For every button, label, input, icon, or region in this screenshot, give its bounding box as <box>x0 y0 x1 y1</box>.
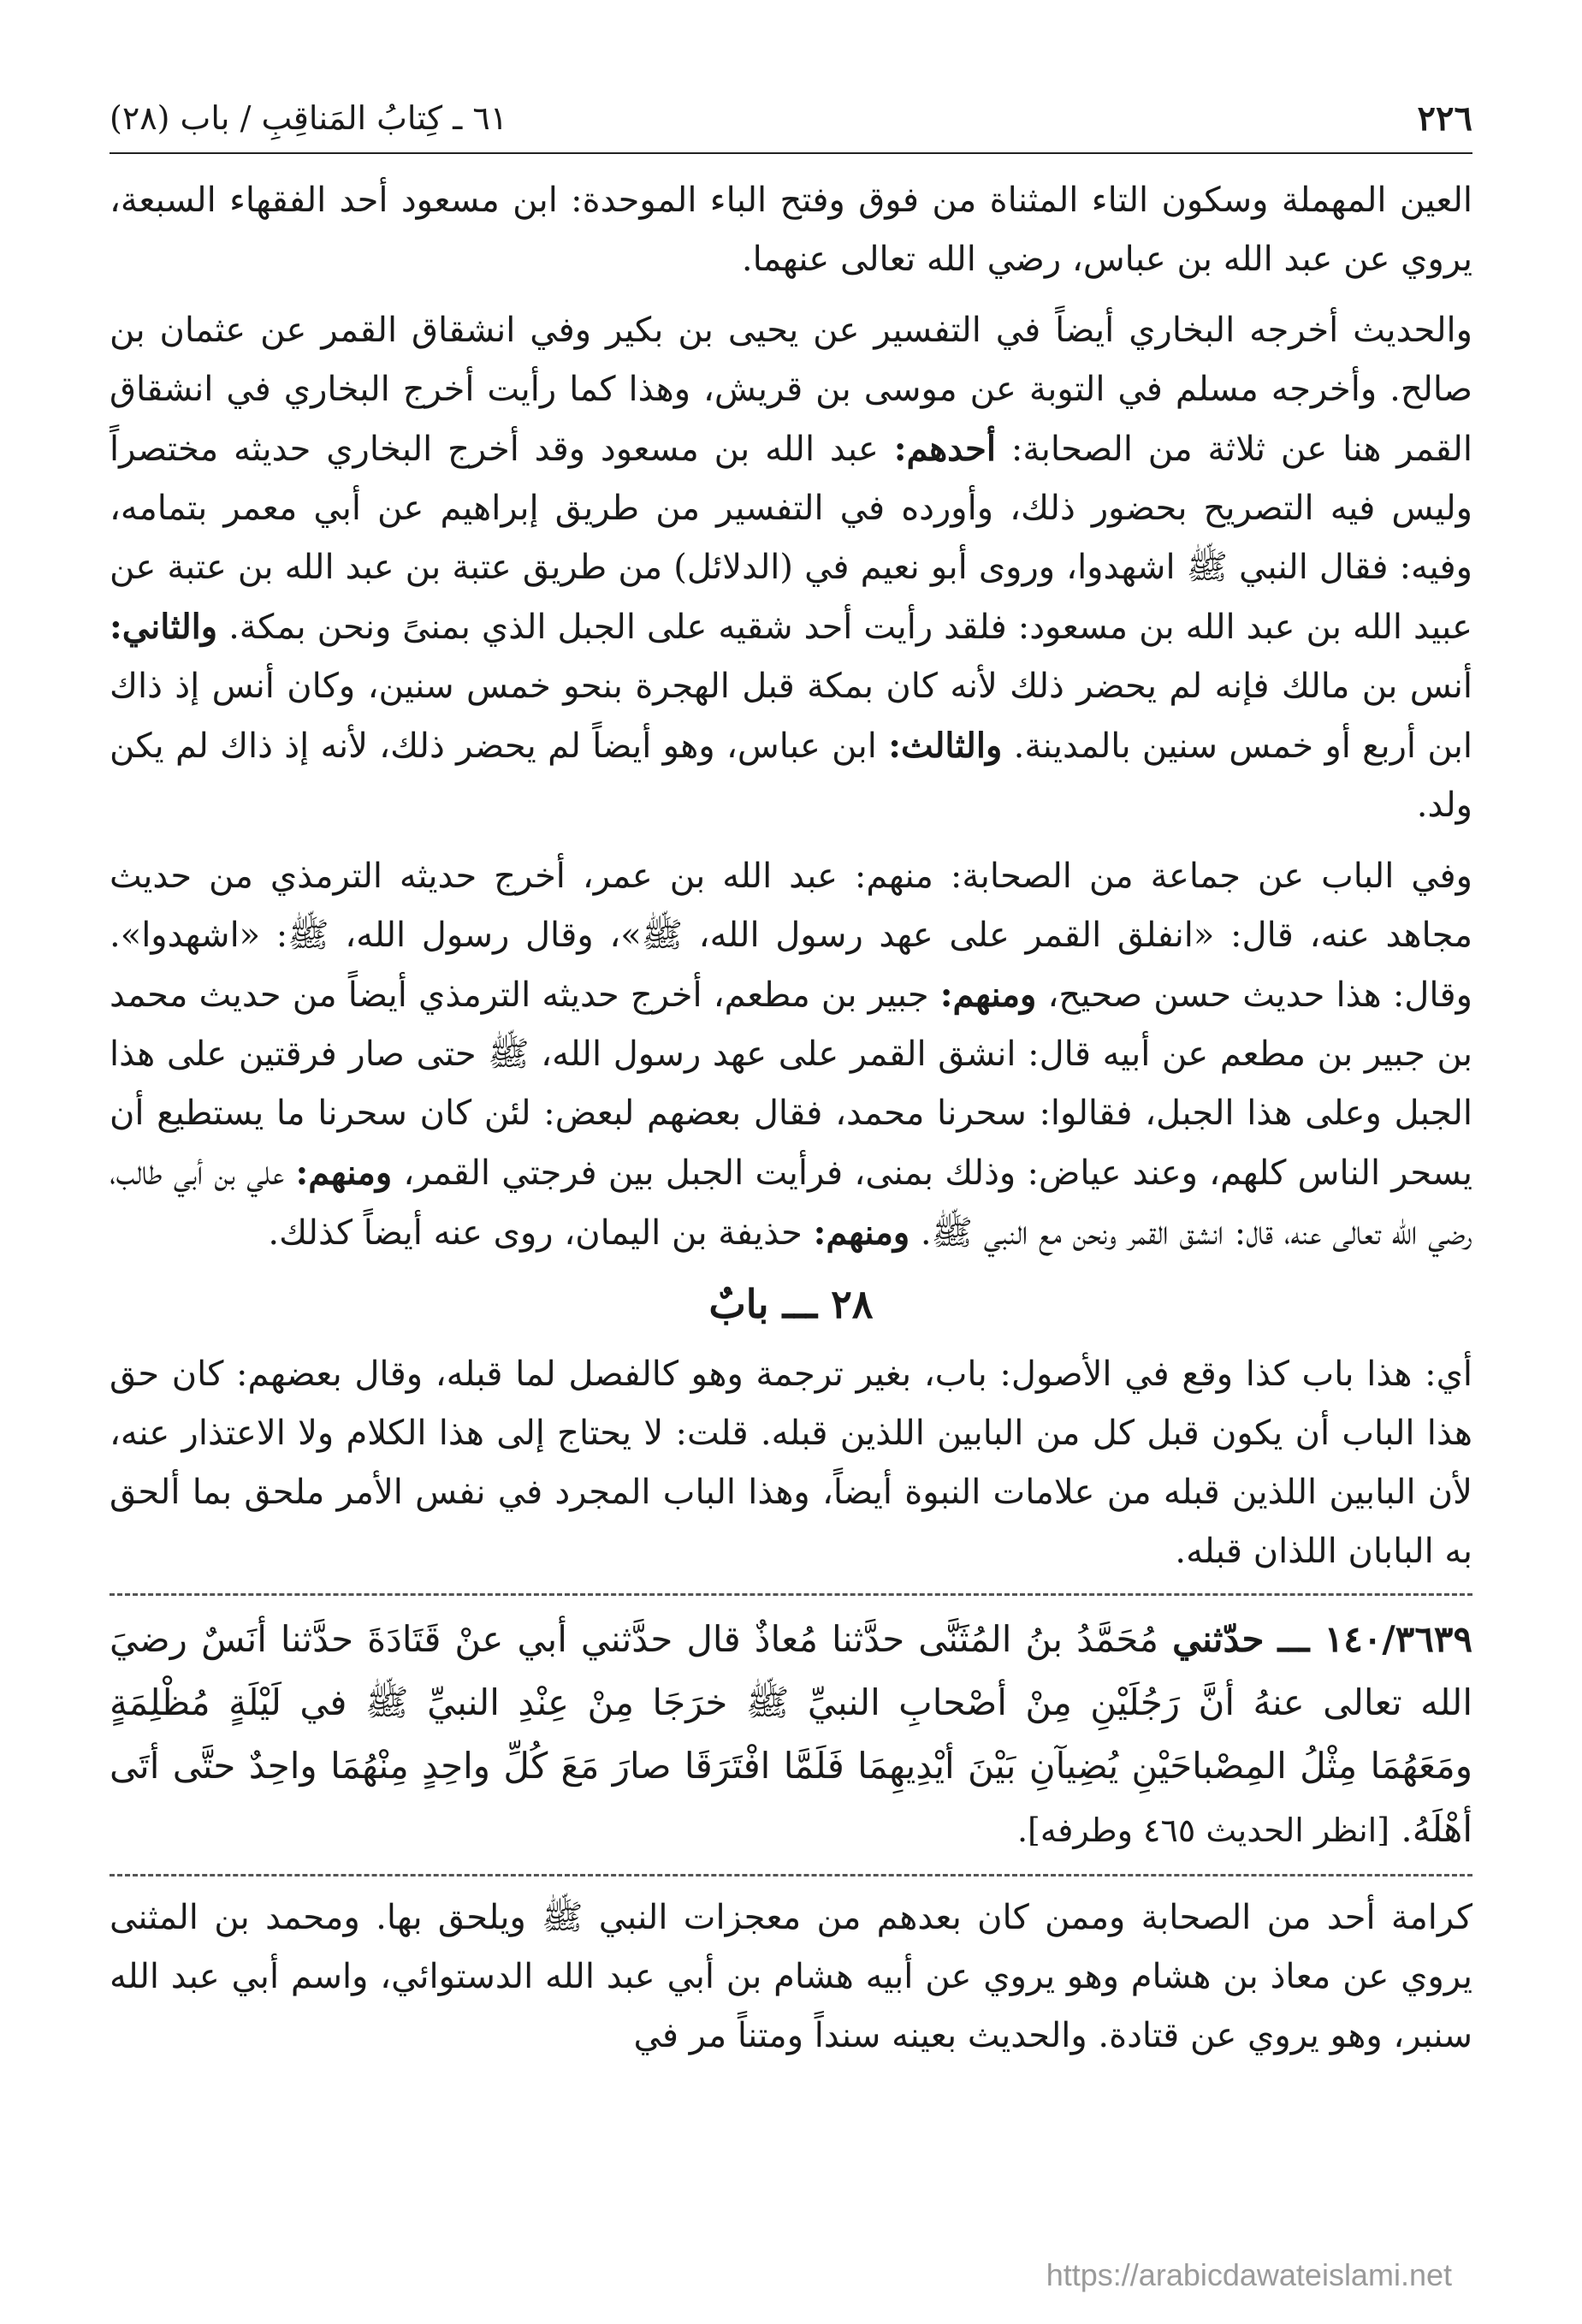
hadith-divider <box>110 1593 1472 1596</box>
watermark-url: https://arabicdawateislami.net <box>1046 2257 1452 2292</box>
paragraph-text: جبير بن مطعم، أخرج حديثه الترمذي أيضاً من حديث محمد بن جبير بن مطعم عن أبيه قال: انشق القمر على عهد رسول الله، ﷺ حتى صار فرقتين على هذا الجبل وعلى هذا الجبل، فقالوا: سحرنا محمد، فقال بعضهم لبعض: لئن كان سحرنا ما يستطيع أن يسحر الناس كلهم، وعند عياض: وذلك بمنى، فرأيت الجبل بين فرجتي القمر، <box>110 975 1472 1193</box>
bold-label-minhum: ومنهم: <box>813 1212 910 1253</box>
bold-label-minhum: ومنهم: <box>939 975 1037 1015</box>
paragraph-5 <box>110 1888 1472 2066</box>
paragraph-1 <box>110 171 1472 289</box>
paragraph-text: حذيفة بن اليمان، روى عنه أيضاً كذلك. <box>268 1213 803 1253</box>
paragraph-text: عبد الله بن مسعود وقد أخرج البخاري حديثه مختصراً وليس فيه التصريح بحضور ذلك، وأورده في التفسير من طريق إبراهيم عن أبي معمر بتمامه، وفيه: فقال النبي ﷺ اشهدوا، وروى أبو نعيم في (الدلائل) من طريق عتبة بن عبد الله بن عتبة عن عبيد الله بن عبد الله بن مسعود: فلقد رأيت أحد شقيه على الجبل الذي بمنىً ونحن بمكة. <box>110 430 1472 647</box>
hadith-text: مُحَمَّدُ بنُ المُثَنَّى حدَّثنا مُعاذٌ قال حدَّثني أبي عنْ قَتَادَةَ حدَّثنا أنَسٌ رضيَ الله تعالى عنهُ أنَّ رَجُلَيْنِ مِنْ أصْحابِ النبيِّ ﷺ خرَجَا مِنْ عِنْدِ النبيِّ ﷺ في لَيْلَةٍ مُظْلِمَةٍ ومَعَهُمَا مِثْلُ المِصْباحَيْنِ يُضِيآنِ بَيْنَ أيْدِيهِمَا فَلَمَّا افْتَرَقَا صارَ مَعَ كُلِّ واحِدٍ مِنْهُمَا واحِدٌ حتَّى أتَى أهْلَهُ. <box>110 1618 1472 1850</box>
paragraph-4 <box>110 1345 1472 1581</box>
hadith-number: ١٤٠/٣٦٣٩ ـــ <box>1277 1618 1472 1660</box>
hadith-block <box>110 1608 1472 1862</box>
paragraph-text: علي بن أبي طالب، رضي الله تعالى عنه، قال: انشق القمر ونحن مع النبي ﷺ. <box>110 1153 1472 1253</box>
paragraph-3 <box>110 847 1472 1263</box>
bold-label-second: والثاني: <box>110 607 218 647</box>
bold-label-third: والثالث: <box>888 726 1003 766</box>
paragraph-text: وفي الباب عن جماعة من الصحابة: منهم: عبد الله بن عمر، أخرج حديثه الترمذي من حديث مجاهد عنه، قال: «انفلق القمر على عهد رسول الله، ﷺ»، وقال رسول الله، ﷺ: «اشهدوا». وقال: هذا حديث حسن صحيح، <box>110 857 1472 1015</box>
running-title: ٦١ ـ كِتابُ المَناقِبِ / باب (٢٨) <box>110 99 508 137</box>
paragraph-text: كرامة أحد من الصحابة وممن كان بعدهم من معجزات النبي ﷺ ويلحق بها. ومحمد بن المثنى يروي عن معاذ بن هشام وهو يروي عن أبيه هشام بن أبي عبد الله الدستوائي، واسم أبي عبد الله سنبر، وهو يروي عن قتادة. والحديث بعينه سنداً ومتناً مر في <box>110 1898 1472 2055</box>
header-divider <box>110 152 1472 154</box>
paragraph-text: أي: هذا باب كذا وقع في الأصول: باب، بغير ترجمة وهو كالفصل لما قبله، وقال بعضهم: كان حق هذا الباب أن يكون قبل كل من البابين اللذين قبله. قلت: لا يحتاج إلى هذا الكلام ولا الاعتذار عنه، لأن البابين اللذين قبله من علامات النبوة أيضاً، وهذا الباب المجرد في نفس الأمر ملحق بما ألحق به البابان اللذان قبله. <box>110 1355 1472 1571</box>
page-header <box>110 92 1472 144</box>
chapter-heading: ٢٨ ـــ بابٌ <box>708 1281 874 1327</box>
hadith-divider-bottom <box>110 1874 1472 1876</box>
bold-label-minhum: ومنهم: <box>295 1153 393 1193</box>
paragraph-text: والحديث أخرجه البخاري أيضاً في التفسير عن يحيى بن بكير وفي انشقاق القمر عن عثمان بن صالح. وأخرجه مسلم في التوبة عن موسى بن قريش، وهذا كما رأيت أخرج البخاري في انشقاق القمر هنا عن ثلاثة من الصحابة: <box>110 311 1472 469</box>
page-body <box>110 171 1472 2262</box>
paragraph-2 <box>110 301 1472 835</box>
hadith-reference: [انظر الحديث ٤٦٥ وطرفه]. <box>1016 1811 1390 1849</box>
hadith-opening: حدّثني <box>1172 1618 1265 1660</box>
page-number: ٢٢٦ <box>1417 98 1472 139</box>
paragraph-text: ابن عباس، وهو أيضاً لم يحضر ذلك، لأنه إذ ذاك لم يكن ولد. <box>110 726 1472 825</box>
paragraph-text: أنس بن مالك فإنه لم يحضر ذلك لأنه كان بمكة قبل الهجرة بنحو خمس سنين، وكان أنس إذ ذاك ابن أربع أو خمس سنين بالمدينة. <box>110 667 1472 766</box>
paragraph-text: العين المهملة وسكون التاء المثناة من فوق وفتح الباء الموحدة: ابن مسعود أحد الفقهاء السبعة، يروي عن عبد الله بن عباس، رضي الله تعالى عنهما. <box>110 181 1472 279</box>
bold-label-first: أحدهم: <box>893 429 997 469</box>
